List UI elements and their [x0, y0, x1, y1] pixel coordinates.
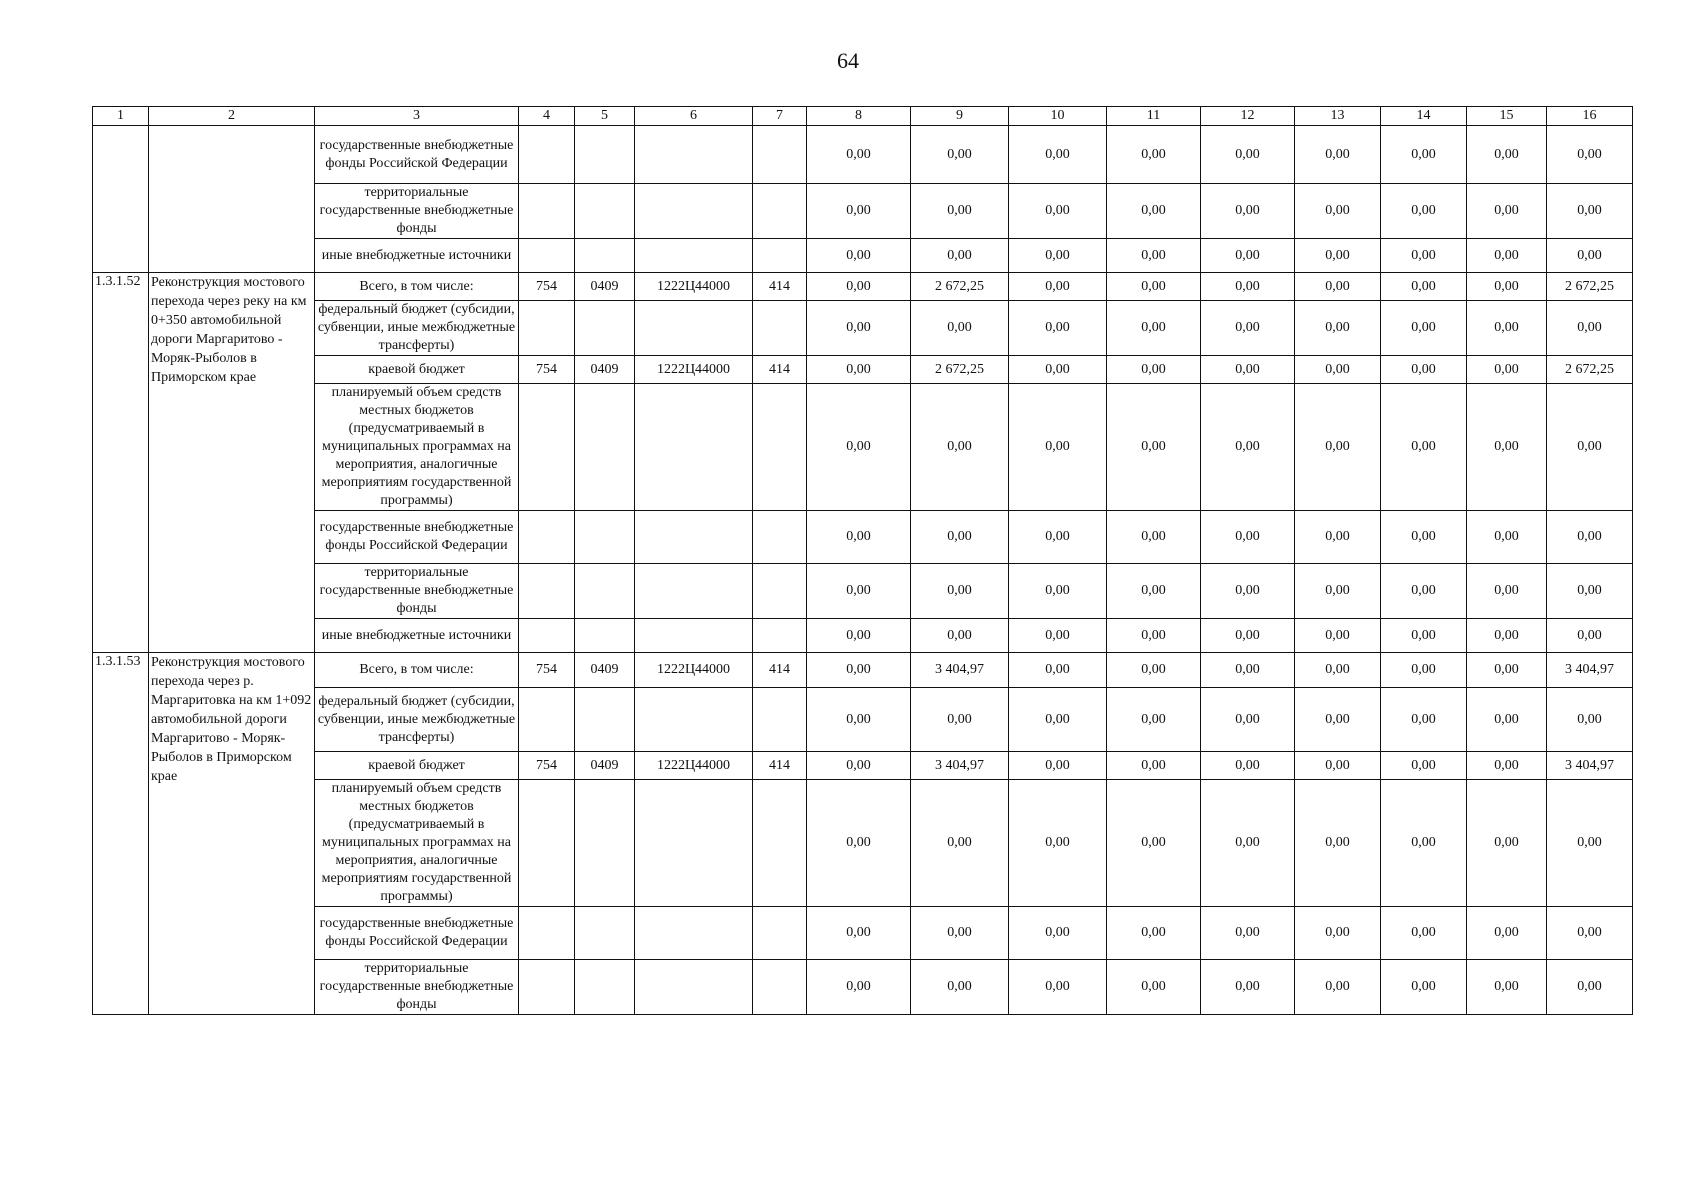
amount-cell: 0,00	[911, 619, 1009, 653]
target-article-code: 1222Ц44000	[635, 356, 753, 384]
ministry-code	[519, 301, 575, 356]
amount-cell: 0,00	[1009, 184, 1107, 239]
section-code: 0409	[575, 273, 635, 301]
amount-cell: 3 404,97	[911, 653, 1009, 688]
column-header: 1	[93, 107, 149, 126]
amount-cell: 0,00	[1201, 301, 1295, 356]
table-row	[93, 273, 1633, 301]
expense-type-code	[753, 384, 807, 511]
item-name	[149, 126, 315, 273]
section-code	[575, 780, 635, 907]
section-code	[575, 619, 635, 653]
section-code: 0409	[575, 356, 635, 384]
amount-cell: 0,00	[1381, 301, 1467, 356]
ministry-code	[519, 384, 575, 511]
amount-cell: 0,00	[807, 273, 911, 301]
funding-source: Всего, в том числе:	[315, 653, 519, 688]
amount-cell: 2 672,25	[1547, 273, 1633, 301]
funding-source: краевой бюджет	[315, 356, 519, 384]
amount-cell: 3 404,97	[1547, 752, 1633, 780]
amount-cell: 0,00	[807, 511, 911, 564]
expense-type-code	[753, 688, 807, 752]
amount-cell: 0,00	[1009, 273, 1107, 301]
funding-source: Всего, в том числе:	[315, 273, 519, 301]
amount-cell: 0,00	[1547, 907, 1633, 960]
amount-cell: 0,00	[1107, 511, 1201, 564]
expense-type-code	[753, 301, 807, 356]
section-code: 0409	[575, 653, 635, 688]
ministry-code	[519, 239, 575, 273]
ministry-code	[519, 511, 575, 564]
amount-cell: 0,00	[911, 780, 1009, 907]
amount-cell: 0,00	[1107, 564, 1201, 619]
amount-cell: 0,00	[1381, 564, 1467, 619]
amount-cell: 0,00	[1009, 960, 1107, 1015]
amount-cell: 0,00	[1381, 356, 1467, 384]
amount-cell: 0,00	[1467, 653, 1547, 688]
amount-cell: 0,00	[1381, 780, 1467, 907]
section-code: 0409	[575, 752, 635, 780]
section-code	[575, 564, 635, 619]
item-name: Реконструкция мостового перехода через р. Маргаритовка на км 1+092 автомобильной дороги Маргаритово - Моряк-Рыболов в Приморском крае	[149, 653, 315, 1015]
amount-cell: 0,00	[1201, 126, 1295, 184]
target-article-code	[635, 688, 753, 752]
section-code	[575, 907, 635, 960]
amount-cell: 0,00	[1295, 126, 1381, 184]
target-article-code	[635, 960, 753, 1015]
table-row	[93, 126, 1633, 184]
table-row	[93, 960, 1633, 1015]
column-header: 15	[1467, 107, 1547, 126]
amount-cell: 0,00	[1009, 907, 1107, 960]
amount-cell: 0,00	[1467, 184, 1547, 239]
amount-cell: 0,00	[807, 780, 911, 907]
amount-cell: 0,00	[807, 356, 911, 384]
amount-cell: 0,00	[807, 752, 911, 780]
amount-cell: 0,00	[807, 619, 911, 653]
amount-cell: 0,00	[807, 653, 911, 688]
amount-cell: 0,00	[1107, 960, 1201, 1015]
amount-cell: 0,00	[1547, 511, 1633, 564]
item-code: 1.3.1.52	[93, 273, 149, 653]
column-header: 11	[1107, 107, 1201, 126]
amount-cell: 0,00	[1107, 384, 1201, 511]
table-body	[93, 126, 1633, 1015]
table-row	[93, 688, 1633, 752]
amount-cell: 0,00	[1381, 653, 1467, 688]
amount-cell: 0,00	[1547, 619, 1633, 653]
expense-type-code	[753, 960, 807, 1015]
amount-cell: 0,00	[1201, 239, 1295, 273]
funding-source: иные внебюджетные источники	[315, 619, 519, 653]
ministry-code	[519, 780, 575, 907]
amount-cell: 0,00	[807, 960, 911, 1015]
column-header: 8	[807, 107, 911, 126]
amount-cell: 0,00	[911, 184, 1009, 239]
ministry-code	[519, 619, 575, 653]
amount-cell: 0,00	[1201, 752, 1295, 780]
ministry-code: 754	[519, 356, 575, 384]
amount-cell: 3 404,97	[911, 752, 1009, 780]
amount-cell: 0,00	[1295, 907, 1381, 960]
amount-cell: 0,00	[807, 301, 911, 356]
table-row	[93, 384, 1633, 511]
amount-cell: 0,00	[1201, 688, 1295, 752]
amount-cell: 0,00	[1201, 184, 1295, 239]
table-row	[93, 653, 1633, 688]
table-row	[93, 511, 1633, 564]
table-row	[93, 780, 1633, 907]
column-header: 12	[1201, 107, 1295, 126]
amount-cell: 0,00	[807, 564, 911, 619]
amount-cell: 0,00	[1381, 184, 1467, 239]
target-article-code	[635, 564, 753, 619]
item-code	[93, 126, 149, 273]
expense-type-code	[753, 780, 807, 907]
amount-cell: 0,00	[1201, 780, 1295, 907]
ministry-code	[519, 564, 575, 619]
amount-cell: 0,00	[1009, 384, 1107, 511]
amount-cell: 0,00	[807, 239, 911, 273]
amount-cell: 0,00	[1295, 511, 1381, 564]
target-article-code: 1222Ц44000	[635, 752, 753, 780]
funding-source: краевой бюджет	[315, 752, 519, 780]
amount-cell: 0,00	[1467, 126, 1547, 184]
column-header: 10	[1009, 107, 1107, 126]
column-header: 7	[753, 107, 807, 126]
amount-cell: 0,00	[911, 239, 1009, 273]
amount-cell: 0,00	[1009, 752, 1107, 780]
expense-type-code	[753, 126, 807, 184]
amount-cell: 0,00	[911, 907, 1009, 960]
funding-source: федеральный бюджет (субсидии, субвенции, иные межбюджетные трансферты)	[315, 301, 519, 356]
item-name: Реконструкция мостового перехода через реку на км 0+350 автомобильной дороги Маргаритово - Моряк-Рыболов в Приморском крае	[149, 273, 315, 653]
amount-cell: 0,00	[1009, 239, 1107, 273]
amount-cell: 0,00	[1547, 564, 1633, 619]
target-article-code	[635, 126, 753, 184]
amount-cell: 0,00	[807, 688, 911, 752]
budget-table	[92, 106, 1633, 1015]
amount-cell: 0,00	[911, 384, 1009, 511]
section-code	[575, 960, 635, 1015]
amount-cell: 0,00	[1201, 356, 1295, 384]
amount-cell: 0,00	[1547, 239, 1633, 273]
amount-cell: 0,00	[1467, 619, 1547, 653]
amount-cell: 0,00	[1467, 384, 1547, 511]
amount-cell: 0,00	[911, 564, 1009, 619]
column-header: 3	[315, 107, 519, 126]
amount-cell: 0,00	[1009, 780, 1107, 907]
amount-cell: 0,00	[1547, 301, 1633, 356]
amount-cell: 0,00	[1009, 356, 1107, 384]
funding-source: территориальные государственные внебюджетные фонды	[315, 960, 519, 1015]
amount-cell: 0,00	[1547, 384, 1633, 511]
section-code	[575, 301, 635, 356]
amount-cell: 0,00	[1381, 273, 1467, 301]
amount-cell: 0,00	[1107, 273, 1201, 301]
amount-cell: 0,00	[1547, 184, 1633, 239]
amount-cell: 0,00	[1009, 126, 1107, 184]
funding-source: иные внебюджетные источники	[315, 239, 519, 273]
amount-cell: 0,00	[1107, 688, 1201, 752]
funding-source: планируемый объем средств местных бюджетов (предусматриваемый в муниципальных программах на мероприятия, аналогичные мероприятиям государственной программы)	[315, 384, 519, 511]
target-article-code	[635, 384, 753, 511]
expense-type-code	[753, 511, 807, 564]
amount-cell: 0,00	[1201, 384, 1295, 511]
amount-cell: 0,00	[1107, 356, 1201, 384]
expense-type-code: 414	[753, 273, 807, 301]
amount-cell: 0,00	[1201, 653, 1295, 688]
amount-cell: 3 404,97	[1547, 653, 1633, 688]
amount-cell: 0,00	[1295, 356, 1381, 384]
amount-cell: 0,00	[1547, 780, 1633, 907]
column-header: 16	[1547, 107, 1633, 126]
page-number: 64	[837, 48, 859, 73]
amount-cell: 0,00	[1295, 688, 1381, 752]
amount-cell: 0,00	[1381, 384, 1467, 511]
target-article-code	[635, 780, 753, 907]
amount-cell: 0,00	[1295, 780, 1381, 907]
amount-cell: 0,00	[1295, 564, 1381, 619]
ministry-code	[519, 126, 575, 184]
target-article-code: 1222Ц44000	[635, 273, 753, 301]
section-code	[575, 184, 635, 239]
funding-source: территориальные государственные внебюджетные фонды	[315, 184, 519, 239]
amount-cell: 0,00	[1295, 384, 1381, 511]
expense-type-code	[753, 184, 807, 239]
amount-cell: 2 672,25	[911, 273, 1009, 301]
amount-cell: 0,00	[807, 184, 911, 239]
amount-cell: 0,00	[1201, 619, 1295, 653]
funding-source: территориальные государственные внебюджетные фонды	[315, 564, 519, 619]
amount-cell: 0,00	[1381, 126, 1467, 184]
expense-type-code: 414	[753, 653, 807, 688]
amount-cell: 0,00	[1381, 688, 1467, 752]
column-header: 5	[575, 107, 635, 126]
section-code	[575, 239, 635, 273]
ministry-code: 754	[519, 653, 575, 688]
amount-cell: 0,00	[911, 301, 1009, 356]
ministry-code: 754	[519, 752, 575, 780]
section-code	[575, 511, 635, 564]
amount-cell: 0,00	[1467, 752, 1547, 780]
section-code	[575, 384, 635, 511]
column-header: 4	[519, 107, 575, 126]
amount-cell: 0,00	[1547, 960, 1633, 1015]
amount-cell: 0,00	[1295, 752, 1381, 780]
section-code	[575, 688, 635, 752]
amount-cell: 0,00	[1467, 688, 1547, 752]
table-row	[93, 239, 1633, 273]
target-article-code	[635, 301, 753, 356]
target-article-code: 1222Ц44000	[635, 653, 753, 688]
funding-source: государственные внебюджетные фонды Российской Федерации	[315, 126, 519, 184]
amount-cell: 0,00	[1295, 653, 1381, 688]
expense-type-code	[753, 239, 807, 273]
amount-cell: 0,00	[1107, 239, 1201, 273]
funding-source: государственные внебюджетные фонды Российской Федерации	[315, 907, 519, 960]
amount-cell: 0,00	[911, 126, 1009, 184]
amount-cell: 0,00	[1381, 907, 1467, 960]
amount-cell: 0,00	[1467, 960, 1547, 1015]
amount-cell: 0,00	[1295, 619, 1381, 653]
target-article-code	[635, 184, 753, 239]
column-header: 2	[149, 107, 315, 126]
amount-cell: 0,00	[911, 688, 1009, 752]
amount-cell: 0,00	[807, 126, 911, 184]
amount-cell: 0,00	[1107, 653, 1201, 688]
amount-cell: 0,00	[1107, 907, 1201, 960]
amount-cell: 0,00	[1009, 564, 1107, 619]
amount-cell: 0,00	[1547, 688, 1633, 752]
target-article-code	[635, 619, 753, 653]
amount-cell: 0,00	[1009, 653, 1107, 688]
amount-cell: 0,00	[1467, 273, 1547, 301]
table-row	[93, 184, 1633, 239]
amount-cell: 0,00	[1467, 356, 1547, 384]
item-code: 1.3.1.53	[93, 653, 149, 1015]
amount-cell: 0,00	[1107, 184, 1201, 239]
amount-cell: 0,00	[1295, 239, 1381, 273]
amount-cell: 0,00	[1467, 511, 1547, 564]
amount-cell: 0,00	[1201, 564, 1295, 619]
ministry-code	[519, 688, 575, 752]
funding-source: федеральный бюджет (субсидии, субвенции, иные межбюджетные трансферты)	[315, 688, 519, 752]
amount-cell: 0,00	[911, 511, 1009, 564]
amount-cell: 0,00	[1467, 907, 1547, 960]
amount-cell: 0,00	[1009, 688, 1107, 752]
funding-source: государственные внебюджетные фонды Российской Федерации	[315, 511, 519, 564]
amount-cell: 0,00	[1381, 752, 1467, 780]
amount-cell: 0,00	[1547, 126, 1633, 184]
table-row	[93, 356, 1633, 384]
amount-cell: 0,00	[1467, 780, 1547, 907]
expense-type-code	[753, 619, 807, 653]
column-header: 14	[1381, 107, 1467, 126]
amount-cell: 0,00	[1107, 301, 1201, 356]
table-row	[93, 619, 1633, 653]
table-row	[93, 907, 1633, 960]
table-row	[93, 301, 1633, 356]
amount-cell: 0,00	[1107, 780, 1201, 907]
amount-cell: 0,00	[1467, 301, 1547, 356]
amount-cell: 0,00	[1201, 273, 1295, 301]
target-article-code	[635, 907, 753, 960]
section-code	[575, 126, 635, 184]
header-row	[93, 107, 1633, 126]
table-row	[93, 564, 1633, 619]
amount-cell: 0,00	[807, 907, 911, 960]
amount-cell: 0,00	[1107, 619, 1201, 653]
expense-type-code: 414	[753, 752, 807, 780]
amount-cell: 0,00	[1467, 239, 1547, 273]
amount-cell: 0,00	[1381, 239, 1467, 273]
ministry-code	[519, 907, 575, 960]
column-header: 6	[635, 107, 753, 126]
target-article-code	[635, 511, 753, 564]
amount-cell: 0,00	[1381, 511, 1467, 564]
amount-cell: 0,00	[1107, 126, 1201, 184]
amount-cell: 0,00	[911, 960, 1009, 1015]
ministry-code: 754	[519, 273, 575, 301]
column-header: 13	[1295, 107, 1381, 126]
target-article-code	[635, 239, 753, 273]
expense-type-code	[753, 564, 807, 619]
ministry-code	[519, 184, 575, 239]
amount-cell: 0,00	[1107, 752, 1201, 780]
amount-cell: 0,00	[1201, 511, 1295, 564]
ministry-code	[519, 960, 575, 1015]
amount-cell: 0,00	[1009, 511, 1107, 564]
funding-source: планируемый объем средств местных бюджетов (предусматриваемый в муниципальных программах на мероприятия, аналогичные мероприятиям государственной программы)	[315, 780, 519, 907]
amount-cell: 0,00	[1009, 301, 1107, 356]
expense-type-code: 414	[753, 356, 807, 384]
amount-cell: 0,00	[1295, 960, 1381, 1015]
amount-cell: 0,00	[1467, 564, 1547, 619]
amount-cell: 0,00	[1201, 960, 1295, 1015]
amount-cell: 2 672,25	[1547, 356, 1633, 384]
amount-cell: 0,00	[1381, 960, 1467, 1015]
column-header: 9	[911, 107, 1009, 126]
table-row	[93, 752, 1633, 780]
expense-type-code	[753, 907, 807, 960]
amount-cell: 0,00	[1295, 301, 1381, 356]
amount-cell: 0,00	[1295, 273, 1381, 301]
amount-cell: 0,00	[1201, 907, 1295, 960]
amount-cell: 0,00	[1295, 184, 1381, 239]
amount-cell: 0,00	[1009, 619, 1107, 653]
amount-cell: 0,00	[1381, 619, 1467, 653]
amount-cell: 2 672,25	[911, 356, 1009, 384]
amount-cell: 0,00	[807, 384, 911, 511]
